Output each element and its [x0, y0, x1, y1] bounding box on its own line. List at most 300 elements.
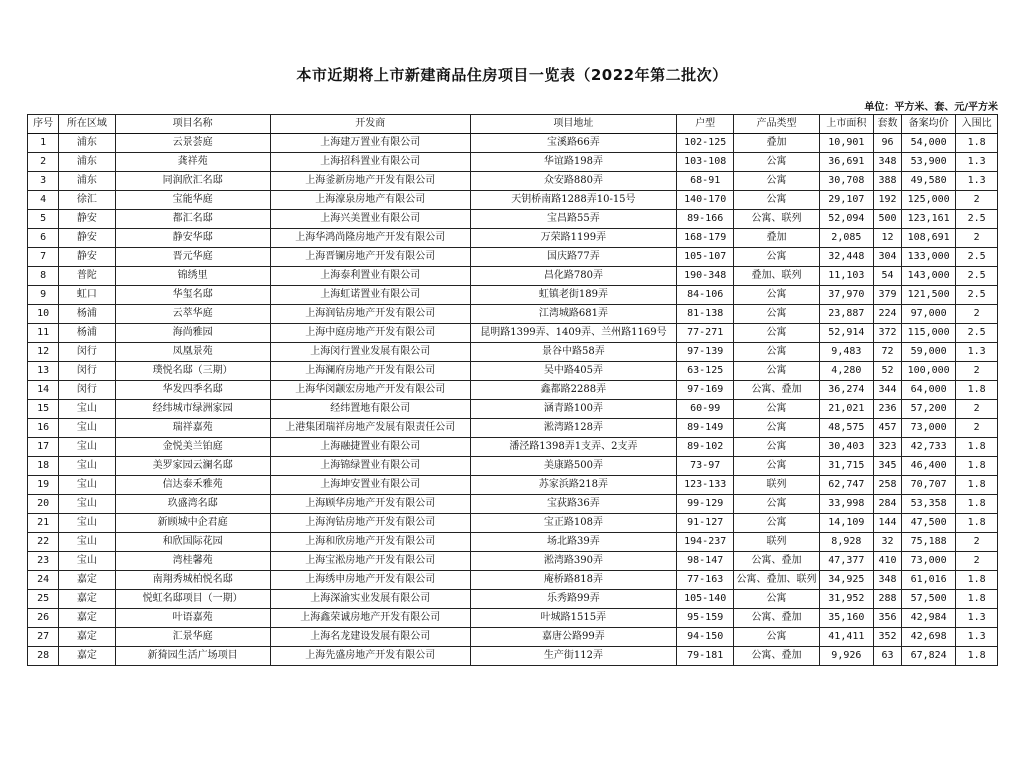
table-cell: 1.3	[956, 172, 998, 191]
table-cell: 84-106	[677, 286, 734, 305]
table-cell: 上海鑫荣诚房地产开发有限公司	[270, 609, 470, 628]
table-cell: 景谷中路58弄	[470, 343, 676, 362]
table-cell: 公寓、叠加、联列	[734, 571, 819, 590]
table-cell: 南翔秀城柏悦名邸	[115, 571, 270, 590]
table-cell: 133,000	[902, 248, 956, 267]
table-cell: 联列	[734, 476, 819, 495]
table-cell: 31,952	[819, 590, 873, 609]
document-title: 本市近期将上市新建商品住房项目一览表（2022年第二批次）	[296, 66, 728, 84]
table-cell: 75,188	[902, 533, 956, 552]
table-cell: 上海顾华房地产开发有限公司	[270, 495, 470, 514]
table-cell: 13	[28, 362, 59, 381]
table-header-row	[28, 115, 998, 134]
table-cell: 14,109	[819, 514, 873, 533]
table-cell: 168-179	[677, 229, 734, 248]
table-cell: 49,580	[902, 172, 956, 191]
table-cell: 公寓	[734, 362, 819, 381]
table-cell: 上海兴美置业有限公司	[270, 210, 470, 229]
column-header: 开发商	[270, 115, 470, 134]
table-cell: 1.3	[956, 609, 998, 628]
table-cell: 公寓、叠加	[734, 609, 819, 628]
table-cell: 30,708	[819, 172, 873, 191]
table-cell: 108,691	[902, 229, 956, 248]
table-cell: 2	[956, 229, 998, 248]
table-row	[28, 229, 998, 248]
table-cell: 34,925	[819, 571, 873, 590]
table-cell: 上海虹诺置业有限公司	[270, 286, 470, 305]
table-cell: 悦虹名邸项目（一期）	[115, 590, 270, 609]
table-row	[28, 153, 998, 172]
column-header: 套数	[873, 115, 901, 134]
table-cell: 嘉定	[59, 628, 115, 647]
table-cell: 105-107	[677, 248, 734, 267]
table-cell: 万荣路1199弄	[470, 229, 676, 248]
table-row	[28, 248, 998, 267]
table-cell: 华玺名邸	[115, 286, 270, 305]
table-row	[28, 533, 998, 552]
table-cell: 344	[873, 381, 901, 400]
table-cell: 上海和欣房地产开发有限公司	[270, 533, 470, 552]
table-cell: 公寓、叠加	[734, 552, 819, 571]
table-cell: 2.5	[956, 286, 998, 305]
table-cell: 54,000	[902, 134, 956, 153]
table-cell: 356	[873, 609, 901, 628]
table-cell: 236	[873, 400, 901, 419]
table-cell: 81-138	[677, 305, 734, 324]
table-cell: 100,000	[902, 362, 956, 381]
table-cell: 公寓	[734, 419, 819, 438]
table-row	[28, 191, 998, 210]
table-cell: 115,000	[902, 324, 956, 343]
table-cell: 29,107	[819, 191, 873, 210]
table-cell: 16	[28, 419, 59, 438]
table-cell: 虹口	[59, 286, 115, 305]
table-cell: 125,000	[902, 191, 956, 210]
table-cell: 102-125	[677, 134, 734, 153]
table-cell: 叠加	[734, 134, 819, 153]
table-cell: 上海晋镧房地产开发有限公司	[270, 248, 470, 267]
table-cell: 宝正路108弄	[470, 514, 676, 533]
table-cell: 上海澜府房地产开发有限公司	[270, 362, 470, 381]
table-cell: 91-127	[677, 514, 734, 533]
table-cell: 宝山	[59, 476, 115, 495]
table-cell: 60-99	[677, 400, 734, 419]
table-cell: 璞悦名邸（三期）	[115, 362, 270, 381]
table-cell: 1.3	[956, 153, 998, 172]
table-cell: 公寓	[734, 343, 819, 362]
table-cell: 新顾城中企君庭	[115, 514, 270, 533]
table-cell: 宝荻路36弄	[470, 495, 676, 514]
table-row	[28, 609, 998, 628]
table-cell: 73-97	[677, 457, 734, 476]
table-cell: 89-166	[677, 210, 734, 229]
table-cell: 江湾城路681弄	[470, 305, 676, 324]
table-cell: 上海洵钻房地产开发有限公司	[270, 514, 470, 533]
table-cell: 19	[28, 476, 59, 495]
table-cell: 2,085	[819, 229, 873, 248]
table-cell: 32	[873, 533, 901, 552]
table-cell: 352	[873, 628, 901, 647]
table-cell: 53,358	[902, 495, 956, 514]
table-cell: 上海绣申房地产开发有限公司	[270, 571, 470, 590]
table-cell: 5	[28, 210, 59, 229]
table-cell: 95-159	[677, 609, 734, 628]
table-cell: 公寓、叠加	[734, 381, 819, 400]
table-cell: 194-237	[677, 533, 734, 552]
table-cell: 22	[28, 533, 59, 552]
table-cell: 晋元华庭	[115, 248, 270, 267]
table-cell: 静安	[59, 210, 115, 229]
table-cell: 公寓	[734, 286, 819, 305]
table-cell: 2.5	[956, 248, 998, 267]
table-cell: 上海建万置业有限公司	[270, 134, 470, 153]
table-cell: 11	[28, 324, 59, 343]
table-cell: 32,448	[819, 248, 873, 267]
table-cell: 345	[873, 457, 901, 476]
table-cell: 2	[956, 533, 998, 552]
table-row	[28, 571, 998, 590]
table-cell: 嘉定	[59, 647, 115, 666]
table-cell: 公寓	[734, 324, 819, 343]
table-cell: 42,984	[902, 609, 956, 628]
table-cell: 57,500	[902, 590, 956, 609]
table-cell: 公寓、叠加	[734, 647, 819, 666]
table-cell: 57,200	[902, 400, 956, 419]
table-cell: 48,575	[819, 419, 873, 438]
table-cell: 经纬城市绿洲家园	[115, 400, 270, 419]
table-cell: 昌化路780弄	[470, 267, 676, 286]
table-cell: 8,928	[819, 533, 873, 552]
table-cell: 31,715	[819, 457, 873, 476]
table-cell: 龚祥苑	[115, 153, 270, 172]
table-cell: 1.8	[956, 457, 998, 476]
table-row	[28, 438, 998, 457]
table-cell: 258	[873, 476, 901, 495]
table-cell: 3	[28, 172, 59, 191]
table-cell: 涵青路100弄	[470, 400, 676, 419]
table-cell: 公寓	[734, 628, 819, 647]
table-cell: 67,824	[902, 647, 956, 666]
table-cell: 99-129	[677, 495, 734, 514]
table-cell: 410	[873, 552, 901, 571]
table-cell: 嘉定	[59, 590, 115, 609]
table-cell: 2	[956, 305, 998, 324]
table-cell: 叶城路1515弄	[470, 609, 676, 628]
table-cell: 宝山	[59, 400, 115, 419]
column-header: 项目名称	[115, 115, 270, 134]
table-row	[28, 362, 998, 381]
table-cell: 静安	[59, 248, 115, 267]
table-cell: 304	[873, 248, 901, 267]
table-cell: 2.5	[956, 267, 998, 286]
table-cell: 上海闵行置业发展有限公司	[270, 343, 470, 362]
table-cell: 97,000	[902, 305, 956, 324]
table-cell: 苏家浜路218弄	[470, 476, 676, 495]
table-cell: 新猗园生活广场项目	[115, 647, 270, 666]
table-cell: 鑫都路2288弄	[470, 381, 676, 400]
table-body	[28, 134, 998, 666]
table-cell: 2	[956, 419, 998, 438]
table-cell: 宝山	[59, 495, 115, 514]
table-cell: 6	[28, 229, 59, 248]
table-cell: 锦绣里	[115, 267, 270, 286]
table-cell: 47,377	[819, 552, 873, 571]
table-cell: 公寓	[734, 248, 819, 267]
table-cell: 宝山	[59, 457, 115, 476]
table-row	[28, 514, 998, 533]
table-cell: 97-139	[677, 343, 734, 362]
table-cell: 73,000	[902, 552, 956, 571]
table-cell: 2	[956, 191, 998, 210]
table-cell: 公寓	[734, 191, 819, 210]
table-cell: 浦东	[59, 134, 115, 153]
table-cell: 1.8	[956, 514, 998, 533]
table-cell: 23,887	[819, 305, 873, 324]
table-cell: 上海润钻房地产开发有限公司	[270, 305, 470, 324]
table-cell: 嘉定	[59, 609, 115, 628]
table-cell: 宝山	[59, 419, 115, 438]
table-cell: 63	[873, 647, 901, 666]
table-cell: 经纬置地有限公司	[270, 400, 470, 419]
column-header: 备案均价	[902, 115, 956, 134]
table-row	[28, 324, 998, 343]
table-cell: 闵行	[59, 343, 115, 362]
table-cell: 浦东	[59, 172, 115, 191]
table-cell: 宝溪路66弄	[470, 134, 676, 153]
table-cell: 17	[28, 438, 59, 457]
table-cell: 192	[873, 191, 901, 210]
table-cell: 虹镇老街189弄	[470, 286, 676, 305]
table-cell: 潘泾路1398弄1支弄、2支弄	[470, 438, 676, 457]
table-cell: 23	[28, 552, 59, 571]
table-cell: 288	[873, 590, 901, 609]
table-cell: 144	[873, 514, 901, 533]
table-cell: 35,160	[819, 609, 873, 628]
table-cell: 吴中路405弄	[470, 362, 676, 381]
table-cell: 143,000	[902, 267, 956, 286]
table-cell: 379	[873, 286, 901, 305]
table-cell: 36,691	[819, 153, 873, 172]
table-cell: 浦东	[59, 153, 115, 172]
table-cell: 同润欣汇名邸	[115, 172, 270, 191]
table-cell: 嘉唐公路99弄	[470, 628, 676, 647]
table-cell: 云萃华庭	[115, 305, 270, 324]
table-cell: 美罗家园云澜名邸	[115, 457, 270, 476]
table-cell: 61,016	[902, 571, 956, 590]
table-cell: 24	[28, 571, 59, 590]
table-cell: 宝山	[59, 438, 115, 457]
table-cell: 叶语嘉苑	[115, 609, 270, 628]
column-header: 户型	[677, 115, 734, 134]
table-cell: 宝山	[59, 533, 115, 552]
table-cell: 9	[28, 286, 59, 305]
table-cell: 场北路39弄	[470, 533, 676, 552]
table-cell: 上海釜新房地产开发有限公司	[270, 172, 470, 191]
table-cell: 2.5	[956, 210, 998, 229]
table-cell: 33,998	[819, 495, 873, 514]
table-cell: 和欣国际花园	[115, 533, 270, 552]
table-cell: 上海融捷置业有限公司	[270, 438, 470, 457]
table-cell: 72	[873, 343, 901, 362]
table-cell: 海尚雅园	[115, 324, 270, 343]
project-table	[27, 114, 998, 666]
table-row	[28, 381, 998, 400]
table-cell: 上海锦绿置业有限公司	[270, 457, 470, 476]
table-cell: 9,483	[819, 343, 873, 362]
table-cell: 2	[956, 552, 998, 571]
table-cell: 上海深渝实业发展有限公司	[270, 590, 470, 609]
table-cell: 96	[873, 134, 901, 153]
table-row	[28, 457, 998, 476]
table-cell: 26	[28, 609, 59, 628]
table-cell: 2	[956, 362, 998, 381]
column-header: 入围比	[956, 115, 998, 134]
table-cell: 123,161	[902, 210, 956, 229]
unit-note: 单位：平方米、套、元/平方米	[864, 102, 998, 113]
table-row	[28, 343, 998, 362]
table-cell: 457	[873, 419, 901, 438]
table-cell: 52,094	[819, 210, 873, 229]
table-cell: 生产街112弄	[470, 647, 676, 666]
table-cell: 63-125	[677, 362, 734, 381]
table-cell: 77-163	[677, 571, 734, 590]
table-cell: 上海泰利置业有限公司	[270, 267, 470, 286]
table-cell: 联列	[734, 533, 819, 552]
table-cell: 华发四季名邸	[115, 381, 270, 400]
table-cell: 68-91	[677, 172, 734, 191]
table-cell: 1.8	[956, 476, 998, 495]
table-cell: 7	[28, 248, 59, 267]
table-cell: 348	[873, 153, 901, 172]
table-cell: 上海濠泉房地产有限公司	[270, 191, 470, 210]
table-cell: 1.8	[956, 590, 998, 609]
table-cell: 1.3	[956, 343, 998, 362]
table-cell: 1.8	[956, 495, 998, 514]
table-cell: 10,901	[819, 134, 873, 153]
table-cell: 190-348	[677, 267, 734, 286]
table-cell: 1.8	[956, 438, 998, 457]
table-cell: 1.8	[956, 134, 998, 153]
table-cell: 98-147	[677, 552, 734, 571]
table-row	[28, 286, 998, 305]
table-cell: 公寓、联列	[734, 210, 819, 229]
table-cell: 4,280	[819, 362, 873, 381]
table-cell: 2.5	[956, 324, 998, 343]
table-cell: 上海华闵颛宏房地产开发有限公司	[270, 381, 470, 400]
table-cell: 12	[28, 343, 59, 362]
table-cell: 25	[28, 590, 59, 609]
table-cell: 94-150	[677, 628, 734, 647]
table-cell: 11,103	[819, 267, 873, 286]
table-cell: 杨浦	[59, 324, 115, 343]
table-row	[28, 647, 998, 666]
table-cell: 瑞祥嘉苑	[115, 419, 270, 438]
table-cell: 公寓	[734, 590, 819, 609]
table-cell: 宝山	[59, 514, 115, 533]
table-row	[28, 134, 998, 153]
column-header: 序号	[28, 115, 59, 134]
table-cell: 上港集团瑞祥房地产发展有限责任公司	[270, 419, 470, 438]
table-cell: 47,500	[902, 514, 956, 533]
table-cell: 上海中庭房地产开发有限公司	[270, 324, 470, 343]
table-cell: 52	[873, 362, 901, 381]
table-cell: 9,926	[819, 647, 873, 666]
table-cell: 公寓	[734, 153, 819, 172]
table-cell: 224	[873, 305, 901, 324]
table-cell: 淞湾路390弄	[470, 552, 676, 571]
table-cell: 云景荟庭	[115, 134, 270, 153]
table-cell: 公寓	[734, 457, 819, 476]
table-cell: 79-181	[677, 647, 734, 666]
table-cell: 上海坤安置业有限公司	[270, 476, 470, 495]
table-cell: 103-108	[677, 153, 734, 172]
table-cell: 嘉定	[59, 571, 115, 590]
table-cell: 105-140	[677, 590, 734, 609]
table-cell: 70,707	[902, 476, 956, 495]
table-cell: 都汇名邸	[115, 210, 270, 229]
table-cell: 天钥桥南路1288弄10-15号	[470, 191, 676, 210]
table-cell: 21	[28, 514, 59, 533]
table-cell: 27	[28, 628, 59, 647]
table-cell: 徐汇	[59, 191, 115, 210]
table-cell: 公寓	[734, 172, 819, 191]
table-cell: 15	[28, 400, 59, 419]
table-cell: 静安华邸	[115, 229, 270, 248]
table-cell: 53,900	[902, 153, 956, 172]
table-cell: 静安	[59, 229, 115, 248]
table-cell: 普陀	[59, 267, 115, 286]
table-cell: 1	[28, 134, 59, 153]
table-cell: 华谊路198弄	[470, 153, 676, 172]
table-cell: 52,914	[819, 324, 873, 343]
table-cell: 上海华鸿尚隆房地产开发有限公司	[270, 229, 470, 248]
table-cell: 国庆路77弄	[470, 248, 676, 267]
table-cell: 8	[28, 267, 59, 286]
table-cell: 348	[873, 571, 901, 590]
table-cell: 叠加、联列	[734, 267, 819, 286]
table-cell: 闵行	[59, 381, 115, 400]
table-row	[28, 210, 998, 229]
table-row	[28, 628, 998, 647]
table-cell: 73,000	[902, 419, 956, 438]
table-cell: 湾桂馨苑	[115, 552, 270, 571]
table-cell: 宝山	[59, 552, 115, 571]
table-row	[28, 552, 998, 571]
table-cell: 372	[873, 324, 901, 343]
table-cell: 公寓	[734, 438, 819, 457]
column-header: 产品类型	[734, 115, 819, 134]
table-cell: 20	[28, 495, 59, 514]
table-row	[28, 419, 998, 438]
table-cell: 54	[873, 267, 901, 286]
table-cell: 42,698	[902, 628, 956, 647]
table-cell: 庵桥路818弄	[470, 571, 676, 590]
table-cell: 323	[873, 438, 901, 457]
table-cell: 12	[873, 229, 901, 248]
table-row	[28, 267, 998, 286]
table-cell: 乐秀路99弄	[470, 590, 676, 609]
table-cell: 宝能华庭	[115, 191, 270, 210]
table-cell: 1.8	[956, 571, 998, 590]
table-cell: 388	[873, 172, 901, 191]
table-cell: 89-102	[677, 438, 734, 457]
table-cell: 美康路500弄	[470, 457, 676, 476]
table-cell: 97-169	[677, 381, 734, 400]
table-cell: 37,970	[819, 286, 873, 305]
table-cell: 凤凰景苑	[115, 343, 270, 362]
table-cell: 金悦美兰铂庭	[115, 438, 270, 457]
table-row	[28, 476, 998, 495]
